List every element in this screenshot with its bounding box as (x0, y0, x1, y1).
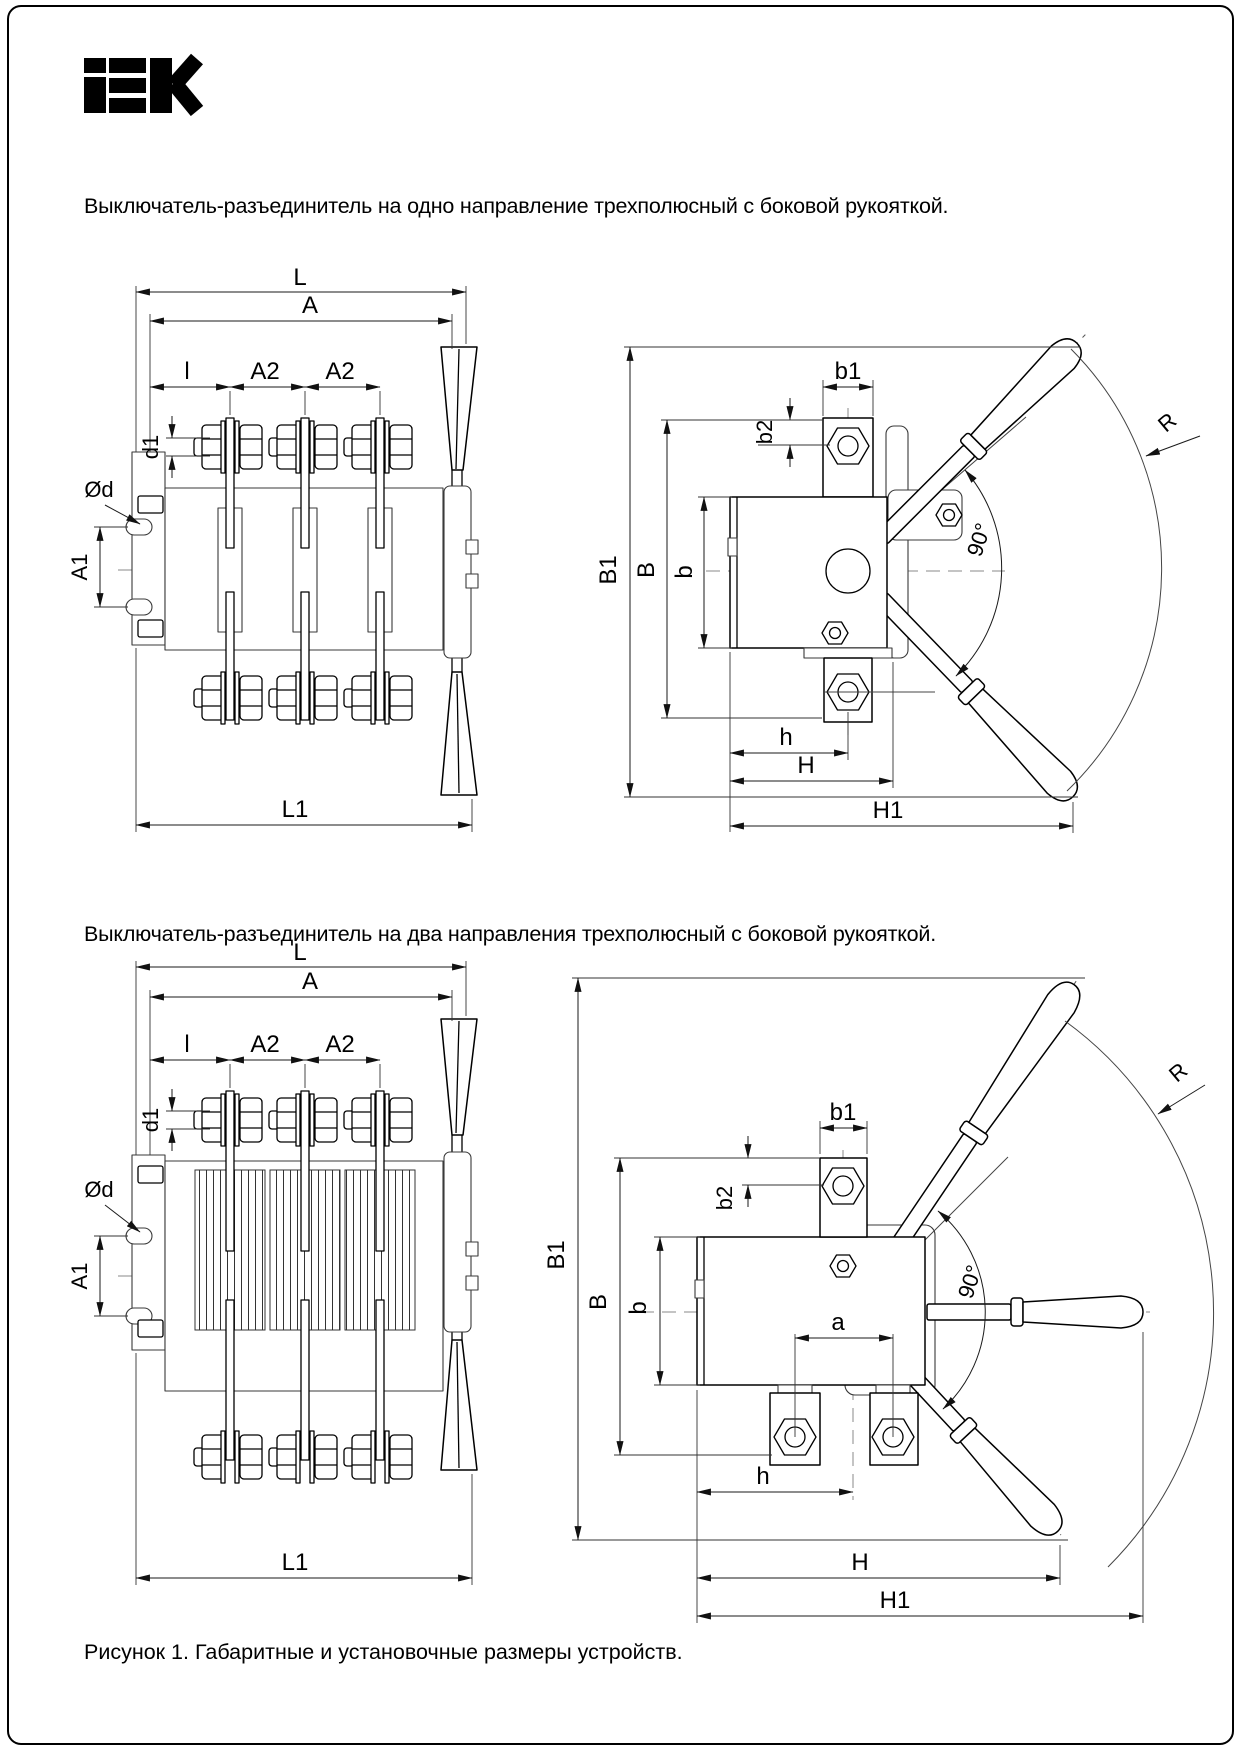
dim-label-a-2: a (831, 1309, 845, 1336)
section-2-title: Выключатель-разъединитель на два направления трехполюсный с боковой рукояткой. (84, 922, 937, 946)
dim-label-H-1: H (797, 752, 815, 779)
figure-caption: Рисунок 1. Габаритные и установочные размеры устройств. (84, 1640, 683, 1664)
dim-label-A-1: A (301, 292, 319, 319)
dim-label-A2-2b: A2 (325, 1031, 355, 1058)
dim-label-angle-1: 90° (961, 519, 996, 560)
dim-label-R-2: R (1164, 1057, 1193, 1087)
dim-label-B1-2: B1 (543, 1240, 570, 1270)
dim-label-A1-2: A1 (67, 1262, 92, 1290)
handle-middle-position-2 (927, 1296, 1143, 1328)
dim-label-A2-1a: A2 (250, 358, 280, 385)
dim-label-L1-2: L1 (281, 1549, 309, 1576)
dim-label-h-1: h (779, 724, 793, 751)
dim-label-R-1: R (1153, 407, 1182, 437)
dim-label-b-1: b (671, 565, 698, 579)
dim-label-l-1: l (184, 358, 190, 385)
dim-label-B-1: B (633, 561, 660, 579)
dim-label-L-1: L (293, 264, 307, 291)
dim-label-b1-2: b1 (829, 1099, 857, 1126)
dim-label-d1-1: d1 (138, 434, 163, 460)
dim-label-A2-2a: A2 (250, 1031, 280, 1058)
dim-label-B1-1: B1 (595, 555, 622, 585)
side-view-two-directions (543, 971, 1214, 1623)
dim-label-Od-2: Ød (84, 1177, 114, 1202)
dim-label-H1-2: H1 (879, 1587, 911, 1614)
section-1-title: Выключатель-разъединитель на одно направление трехполюсный с боковой рукояткой. (84, 194, 949, 218)
dim-label-d1-2: d1 (138, 1107, 163, 1133)
dim-label-L-2: L (293, 939, 307, 966)
dim-label-angle-2: 90° (952, 1261, 987, 1302)
dim-label-Od-1: Ød (84, 477, 114, 502)
side-view-one-direction (595, 323, 1200, 833)
dim-label-H1-1: H1 (872, 797, 904, 824)
dim-label-A2-1b: A2 (325, 358, 355, 385)
dim-label-b2-2: b2 (712, 1185, 737, 1211)
dim-label-A-2: A (301, 968, 319, 995)
dim-label-b2-1: b2 (752, 419, 777, 445)
dim-label-B-2: B (585, 1293, 612, 1311)
dim-label-L1-1: L1 (281, 796, 309, 823)
front-view-two-directions (67, 939, 478, 1585)
front-view-one-direction (67, 264, 478, 832)
dim-label-h-2: h (756, 1463, 770, 1490)
dim-label-H-2: H (851, 1549, 869, 1576)
dim-label-b-2: b (625, 1301, 652, 1315)
dim-label-b1-1: b1 (834, 358, 862, 385)
dim-label-A1-1: A1 (67, 553, 92, 581)
dim-label-l-2: l (184, 1031, 190, 1058)
